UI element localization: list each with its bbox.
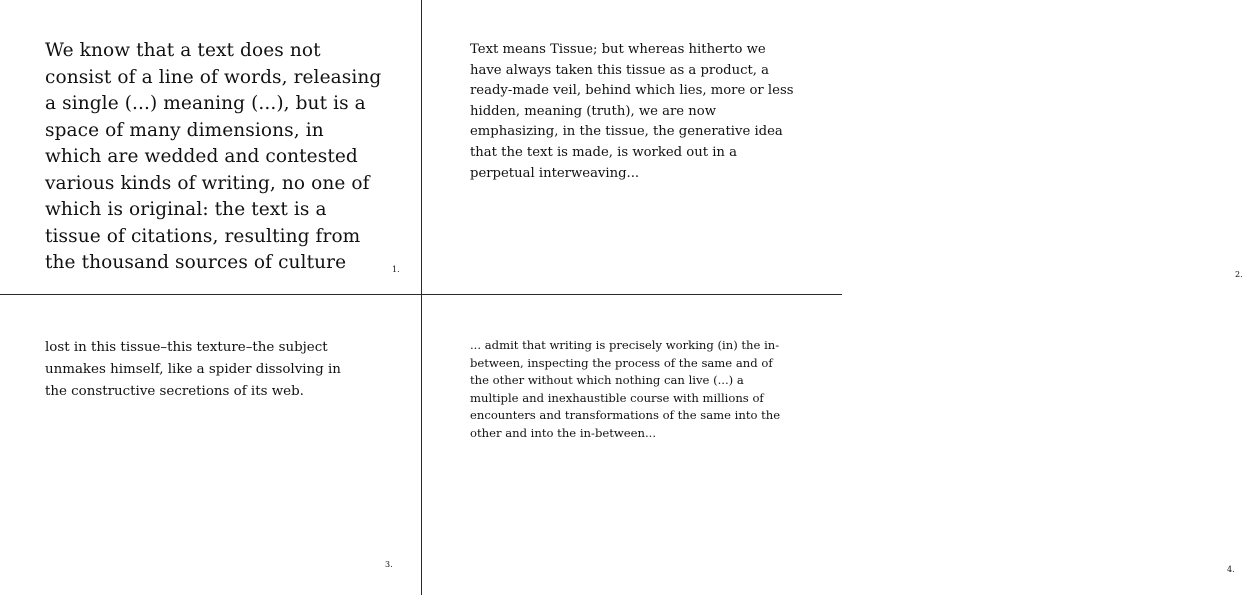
panel-2-text: Text means Tissue; but whereas hitherto we have always taken this tissue as a product, a ready-made veil, behind which lies, more or less hidden, meaning (truth), we are now emphasizing, in the tissue, the generative idea that the text is made, is worked out in a perpetual interweaving...: [470, 42, 794, 181]
panel-4-text: ... admit that writing is precisely working (in) the in-between, inspecting the process of the same and of the other without which nothing can live (...) a multiple and inexhaustible course with millions of encounters and transformations of the same into the other and into the in-between...: [470, 338, 781, 440]
panel-3: [0, 295, 421, 595]
panel-3-number: 3.: [385, 560, 393, 569]
panel-3-text: lost in this tissue–this texture–the subject unmakes himself, like a spider dissolving in the constructive secretions of its web.: [45, 340, 341, 399]
panel-1-number: 1.: [392, 265, 400, 274]
panel-4: [421, 295, 1235, 595]
panel-1: [0, 0, 421, 294]
panel-4-number: 4.: [1227, 565, 1235, 574]
panel-2: [421, 0, 1243, 294]
panel-1-text: We know that a text does not consist of a line of words, releasing a single (...) meaning (...), but is a space of many dimensions, in which are wedded and contested various kinds of writing, no one of which is original: the text is a tissue of citations, resulting from the thousand sources of culture: [45, 40, 382, 273]
panel-2-number: 2.: [1235, 270, 1243, 279]
